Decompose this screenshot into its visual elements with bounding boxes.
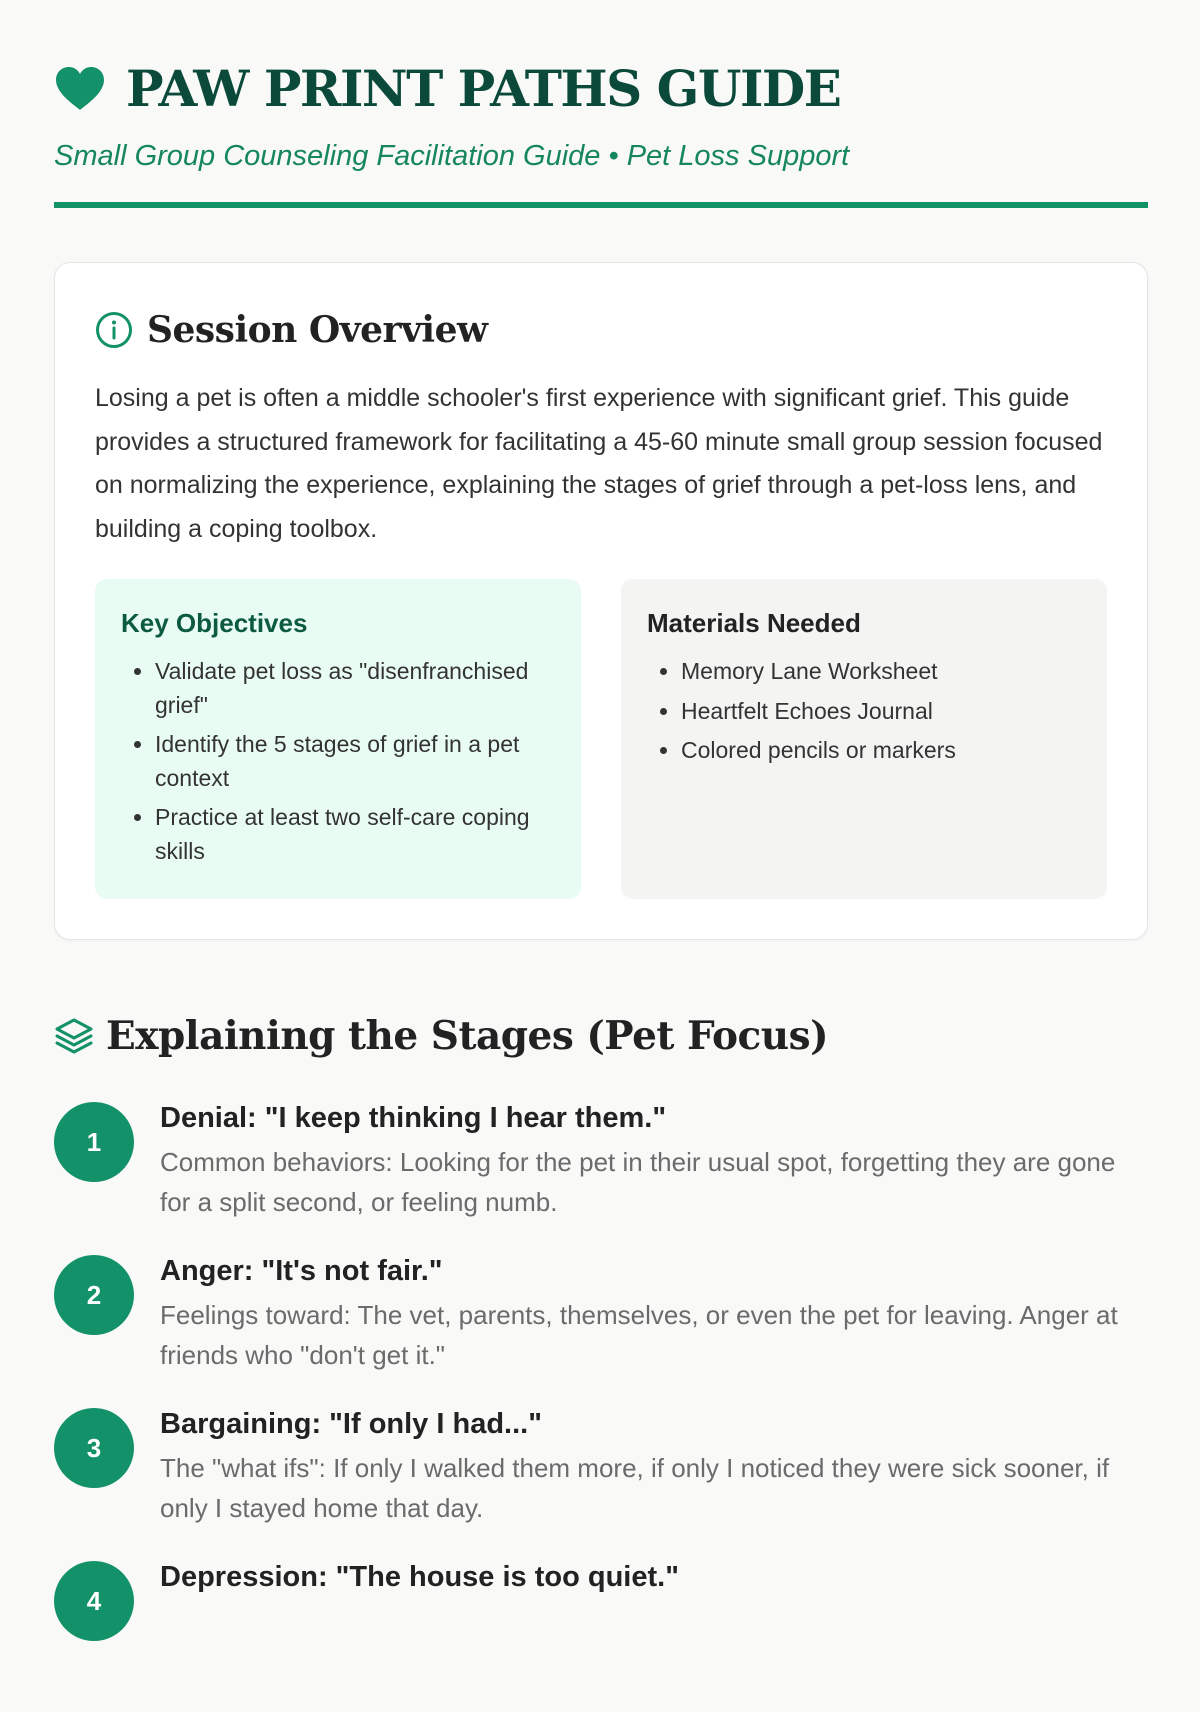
stages-header [54,1010,1148,1062]
stage-text [160,1559,679,1601]
page [54,0,1148,1712]
stage-description: The "what ifs": If only I walked them more, if only I noticed they were sick sooner, if only I stayed home that day. [160,1453,1110,1523]
page-header [54,0,1148,208]
stage-description: Common behaviors: Looking for the pet in their usual spot, forgetting they are gone for a split second, or feeling numb. [160,1147,1116,1217]
stage-title: Depression: "The house is too quiet." [160,1561,679,1593]
info-icon [95,311,133,349]
stage-item [54,1559,1148,1712]
stage-title: Anger: "It's not fair." [160,1255,443,1287]
stage-text [160,1253,1148,1375]
stage-text [160,1100,1148,1222]
header-divider [54,202,1148,208]
materials-needed-list [647,655,1081,768]
page-subtitle: Small Group Counseling Facilitation Guide • Pet Loss Support [54,140,850,172]
session-overview-text: Losing a pet is often a middle schooler's first experience with significant grief. This guide provides a structured framework for facilitating a 45-60 minute small group session focused on normalizing the experience, explaining the stages of grief through a pet-loss lens, and building a coping toolbox. [95,384,1103,543]
stage-title: Bargaining: "If only I had..." [160,1408,542,1440]
title-row [54,60,1148,118]
stage-description: Feelings toward: The vet, parents, themselves, or even the pet for leaving. Anger at friends who "don't get it." [160,1300,1118,1370]
key-objectives-title: Key Objectives [121,608,308,638]
key-objectives-box [95,579,581,899]
list-item: • Practice at least two self-care coping skills [155,801,555,868]
session-overview-title: Session Overview [147,309,488,351]
list-item: • Identify the 5 stages of grief in a pet context [155,728,555,795]
stage-item [54,1100,1148,1253]
stage-item [54,1406,1148,1559]
page-title: PAW PRINT PATHS GUIDE [126,59,841,118]
stage-number-badge: 4 [54,1561,134,1641]
overview-boxes [95,579,1107,899]
list-item: • Validate pet loss as "disenfranchised grief" [155,655,555,722]
session-overview-card [54,262,1148,940]
materials-needed-title: Materials Needed [647,608,861,638]
key-objectives-list [121,655,555,868]
stage-title: Denial: "I keep thinking I hear them." [160,1102,667,1134]
materials-needed-box [621,579,1107,899]
heart-icon [54,66,106,112]
stage-text [160,1406,1148,1528]
stages-title: Explaining the Stages (Pet Focus) [106,1013,829,1059]
stage-number-badge: 2 [54,1255,134,1335]
list-item: • Colored pencils or markers [681,734,1081,768]
stages-list [54,1100,1148,1712]
list-item: • Heartfelt Echoes Journal [681,695,1081,729]
session-overview-header [95,305,1107,355]
stage-number-badge: 3 [54,1408,134,1488]
list-item: • Memory Lane Worksheet [681,655,1081,689]
stage-item [54,1253,1148,1406]
layers-icon [54,1016,94,1056]
stage-number-badge: 1 [54,1102,134,1182]
